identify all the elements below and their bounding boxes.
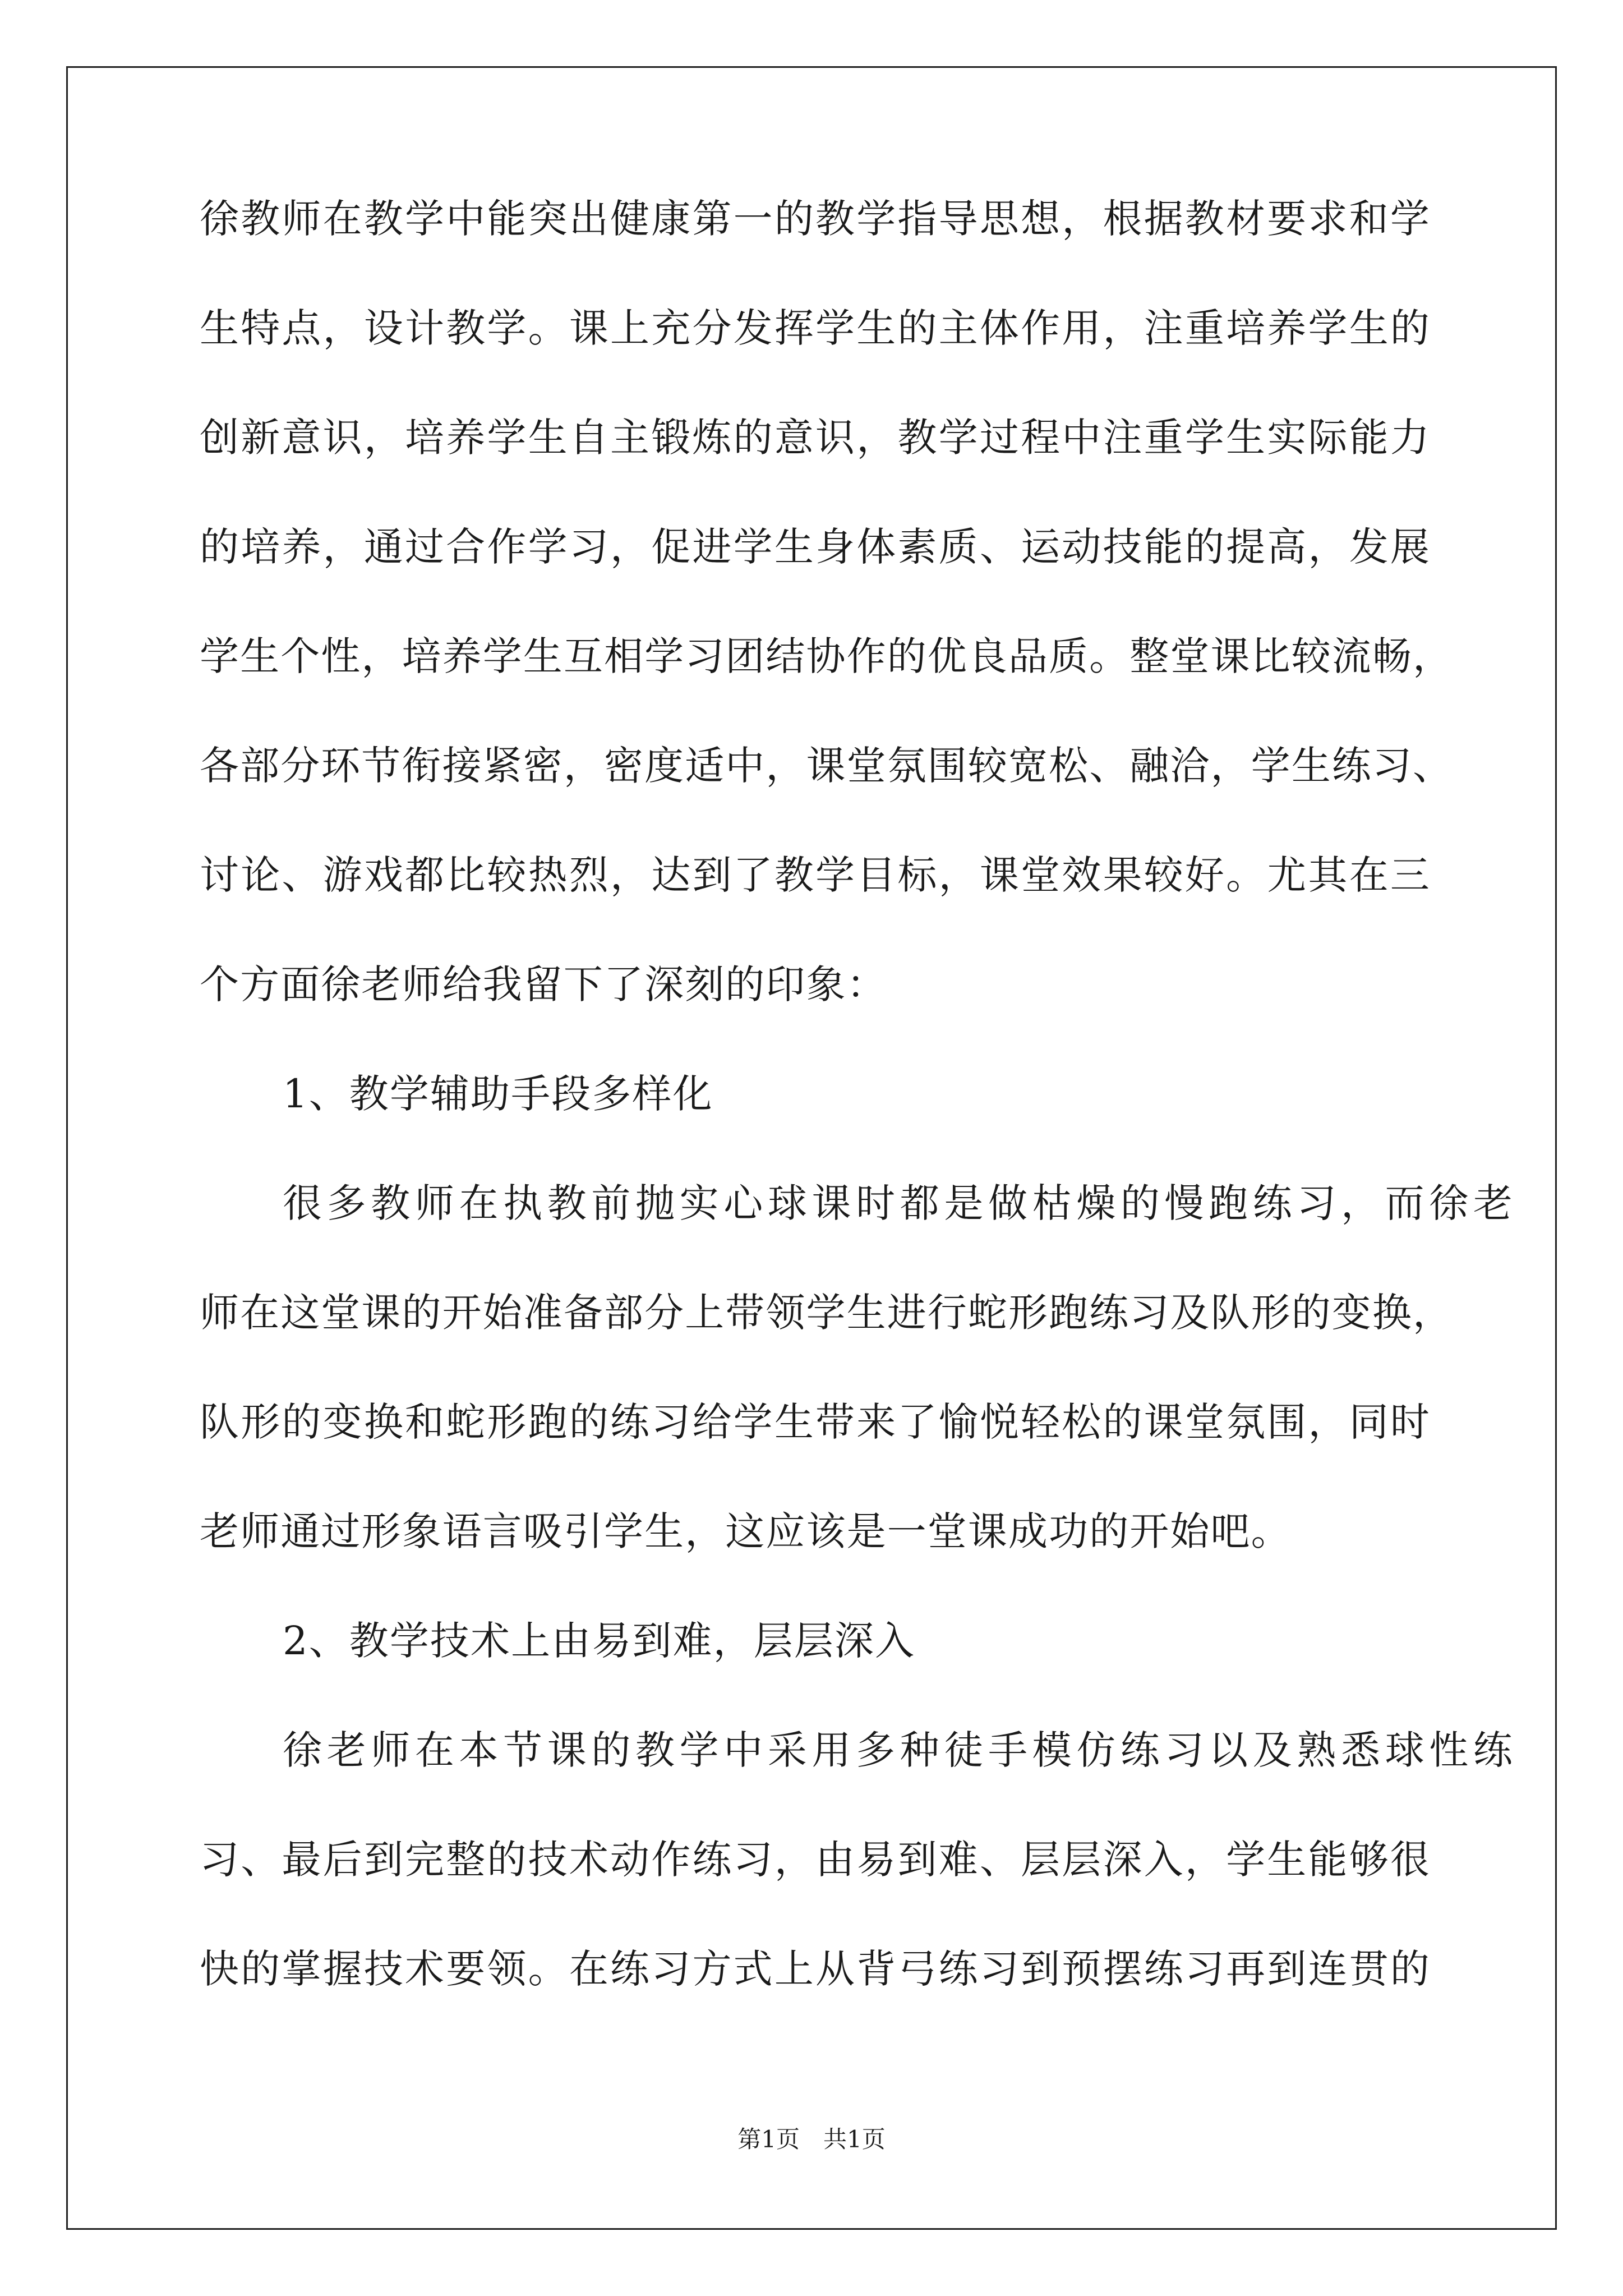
page-footer: 第1页 共1页 xyxy=(737,2125,886,2153)
text-line: 队形的变换和蛇形跑的练习给学生带来了愉悦轻松的课堂氛围，同时 xyxy=(200,1399,1431,1445)
text-line: 创新意识，培养学生自主锻炼的意识，教学过程中注重学生实际能力 xyxy=(200,415,1431,461)
section-heading-2: 2、教学技术上由易到难，层层深入 xyxy=(283,1618,916,1664)
text-line: 个方面徐老师给我留下了深刻的印象： xyxy=(200,961,887,1007)
text-line: 各部分环节衔接紧密，密度适中，课堂氛围较宽松、融洽，学生练习、 xyxy=(200,743,1454,789)
text-line: 师在这堂课的开始准备部分上带领学生进行蛇形跑练习及队形的变换， xyxy=(200,1290,1454,1336)
text-line: 徐教师在教学中能突出健康第一的教学指导思想，根据教材要求和学 xyxy=(200,196,1431,242)
text-line: 快的掌握技术要领。在练习方式上从背弓练习到预摆练习再到连贯的 xyxy=(200,1946,1431,1992)
text-line: 生特点，设计教学。课上充分发挥学生的主体作用，注重培养学生的 xyxy=(200,305,1431,351)
text-line: 学生个性，培养学生互相学习团结协作的优良品质。整堂课比较流畅， xyxy=(200,633,1454,679)
text-line: 老师通过形象语言吸引学生，这应该是一堂课成功的开始吧。 xyxy=(200,1508,1292,1554)
text-line: 徐老师在本节课的教学中采用多种徒手模仿练习以及熟悉球性练 xyxy=(283,1727,1514,1773)
section-heading-1: 1、教学辅助手段多样化 xyxy=(283,1071,713,1117)
text-line: 很多教师在执教前抛实心球课时都是做枯燥的慢跑练习，而徐老 xyxy=(283,1180,1514,1226)
text-line: 习、最后到完整的技术动作练习，由易到难、层层深入，学生能够很 xyxy=(200,1837,1431,1883)
document-body xyxy=(200,196,1514,2059)
text-line: 的培养，通过合作学习，促进学生身体素质、运动技能的提高，发展 xyxy=(200,524,1431,570)
text-line: 讨论、游戏都比较热烈，达到了教学目标，课堂效果较好。尤其在三 xyxy=(200,852,1431,898)
